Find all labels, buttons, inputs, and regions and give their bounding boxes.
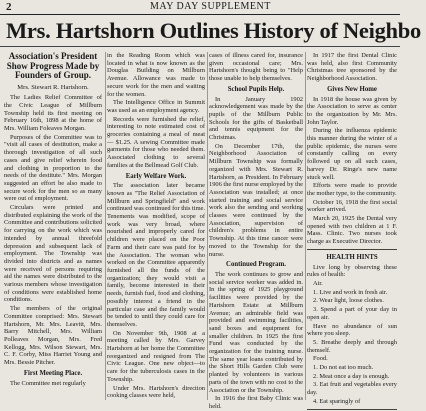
health-hints-intro: Live long by observing these rules of health: bbox=[307, 263, 397, 279]
health-hints-box bbox=[307, 249, 397, 410]
paragraph: Purposes of the Committee was to "visit all cases of destitution, make a thorough investigation of all such cases and give relief wherein food and clothing in proportion to the needs of the destitute." Mrs. Morgan suggested an effort be also made to secure work for the men so as many were out of employment. bbox=[4, 133, 102, 203]
paragraph: The work continues to grow and social service worker was added in. In the spring of 1925 playground facilities were provided by the Hartshorn Estate at Millburn Avenue; an admirable field was provided and swimming facilities, sand boxes and equipment for smaller children. In 1925 the first Fund was conducted by the organization for the training nurse. The same year loans contributed by the Short Hills Garden Club were planted by volunteers in various parts of the town with no cost to the Association or the Township. bbox=[209, 270, 303, 394]
paragraph: The Committee met regularly bbox=[10, 379, 86, 387]
list-item: Have no abundance of sun where you sleep. bbox=[307, 322, 397, 338]
paragraph: October 16, 1918 the first social worker arrived. bbox=[307, 198, 397, 214]
paragraph: In 1917 the first Dental Clinic was held, also first Community Christmas tree sponsored by the Neighborhood Association. bbox=[307, 52, 397, 83]
list-item: 4. Eat sparingly of bbox=[313, 397, 361, 405]
paragraph: On December 17th, the Neighborhood Association of Millburn Township was formally organized with Mrs. Stewart R. Hartshorn, as President. In February 1906 the first nurse employed by the Association was installed; at once started training and social service work also the sending and working classes were continued by the Association, supervision of children's problems in entire Township. At this time cancer were moved to the Township for the nurse. bbox=[209, 142, 303, 258]
article-subheadline: Association's President Show Progress Made by Founders of Group. bbox=[6, 51, 100, 80]
section-subhead: School Pupils Help. bbox=[227, 85, 285, 93]
paragraph: In 1918 the house was given by the Association to serve as center to the organization by Mr. Mrs. John Taylor. bbox=[307, 95, 397, 126]
paragraph: Under Mrs. Hartshorn's direction cooking classes were held, bbox=[107, 384, 205, 400]
article-column-4 bbox=[307, 52, 397, 405]
list-item: 1. Do not eat too much. bbox=[313, 364, 374, 372]
paragraph: March 20, 1925 the Dental very opened with two children at 1 F. Mass. Clinic. Two nurses took charge as Executive Director. bbox=[307, 215, 397, 246]
section-subhead: Early Welfare Work. bbox=[125, 172, 187, 180]
list-item: 3. Spend a part of your day in open air. bbox=[307, 306, 397, 321]
paragraph: The Ladies Relief Committee of the Civic League of Millburn Township held its first meeting on February 16th, 1898 at the home of Mrs. William Foleaves Morgan. bbox=[4, 94, 102, 133]
section-subhead: First Meeting Place. bbox=[23, 369, 83, 377]
article-column-2 bbox=[107, 52, 205, 400]
list-item: 2. Meat once a day is enough. bbox=[313, 372, 390, 380]
headline-rule bbox=[0, 46, 400, 47]
section-subhead: Gives New Home bbox=[327, 85, 377, 93]
column-divider bbox=[305, 52, 306, 400]
paragraph: cases of illness cared for, insurance given occasional care; Mrs. Hartshorn's thought being to "Help those unable to help themselves. bbox=[209, 52, 303, 83]
list-item: 3. Eat fruit and vegetables every day. bbox=[307, 381, 397, 397]
paragraph: The members of the original Committee comprised: Mrs. Stewart Hartshorn, Mr. Mrs. Leavitt, Mrs. Barry Mitchell, Mrs. William Polleaves Morgan, Mrs. Fred Kellogg, Mrs. Wilson Stewart, Mrs. C. F. Corby, Miss Harriet Young and Mrs. Bessie Pitcher. bbox=[4, 305, 102, 367]
paragraph: During the influenza epidemic this manner during the winter of a public epidemic, the nurses were constantly calling on every followed up on all such cases, harvey Dr. Ringe's new name stuck well. bbox=[307, 127, 397, 181]
column-divider bbox=[105, 52, 106, 400]
article-column-1 bbox=[4, 52, 102, 400]
page-number: 2 bbox=[6, 1, 12, 13]
paragraph: in the Reading Room which was located in what is now known as the Douglas Building on Millburn Avenue. Allowance was made to secure work for the men and waiting for the women. bbox=[107, 52, 205, 98]
paragraph: Efforts were made to provide the mother type, to the community. bbox=[307, 182, 397, 197]
headline: Mrs. Hartshorn Outlines History of Neighbo bbox=[6, 18, 421, 43]
section-subhead: Continued Program. bbox=[226, 261, 286, 269]
column-divider bbox=[207, 52, 208, 400]
list-heading-air: Air. bbox=[313, 279, 323, 287]
list-heading-food: Food. bbox=[313, 355, 328, 363]
paragraph: Records were furnished the relief, interesting to note estimated cost of groceries containing a meal of meat — $1.25. A sewing Committee made garments for those who needed them. Associated clothing to several families at the Bellmead Golf Club. bbox=[107, 115, 205, 169]
list-item: 5. Breathe deeply and through themself. bbox=[307, 338, 397, 354]
list-item: 1. Live and work in fresh air. bbox=[313, 288, 388, 296]
paragraph: In 1916 the first Baby Clinic was held. bbox=[209, 395, 303, 410]
byline: Mrs. Stewart R. Hartshorn. bbox=[17, 83, 89, 91]
list-item: 2. Wear light, loose clothes. bbox=[313, 297, 384, 305]
paragraph: On November 9th, 1908 at a meeting called by Mrs. Garvey Hartshorn at her home the Committee reorganized and resigned from The Civic League. One new object—to care for the tuberculosis cases in the Township. bbox=[107, 329, 205, 383]
masthead bbox=[0, 0, 400, 15]
paragraph: Circulars were printed and distributed explaining the work of the Committee and contributions solicited for carrying on the work which was intended by annual threefold depression and subsequent lack of employment. The Township was divided into districts and as names were received of persons requiring aid the names were distributed to the various members whose investigation of conditions were established home conditions. bbox=[4, 204, 102, 304]
article-column-3 bbox=[209, 52, 303, 410]
paragraph: The association later became known as "The Relief Association of Millburn and Springfield" and work continued was continued for this time. Tenements was modified, scope of work was very broad, where nourished and improperly cared for children were placed on the Poor Farm and their care was paid for by the Association. The woman who worked on the Committee apparently furnished all the funds of the organization; they would visit a family, become interested in their needs, furnish fuel, food and clothing, possibly interest a friend in the particular case and the family would be tended to until they could care for themselves. bbox=[107, 182, 205, 328]
health-hints-title: HEALTH HINTS bbox=[326, 253, 378, 261]
section-title: MAY DAY SUPPLEMENT bbox=[150, 1, 271, 12]
paragraph: In January 1902 acknowledgement was made by the pupils of the Millburn Public Schools for the gifts of Basketball and tennis equipment for the Christmas. bbox=[209, 95, 303, 142]
paragraph: The Intelligence Office in Summit was used as an employment agency. bbox=[107, 99, 205, 114]
